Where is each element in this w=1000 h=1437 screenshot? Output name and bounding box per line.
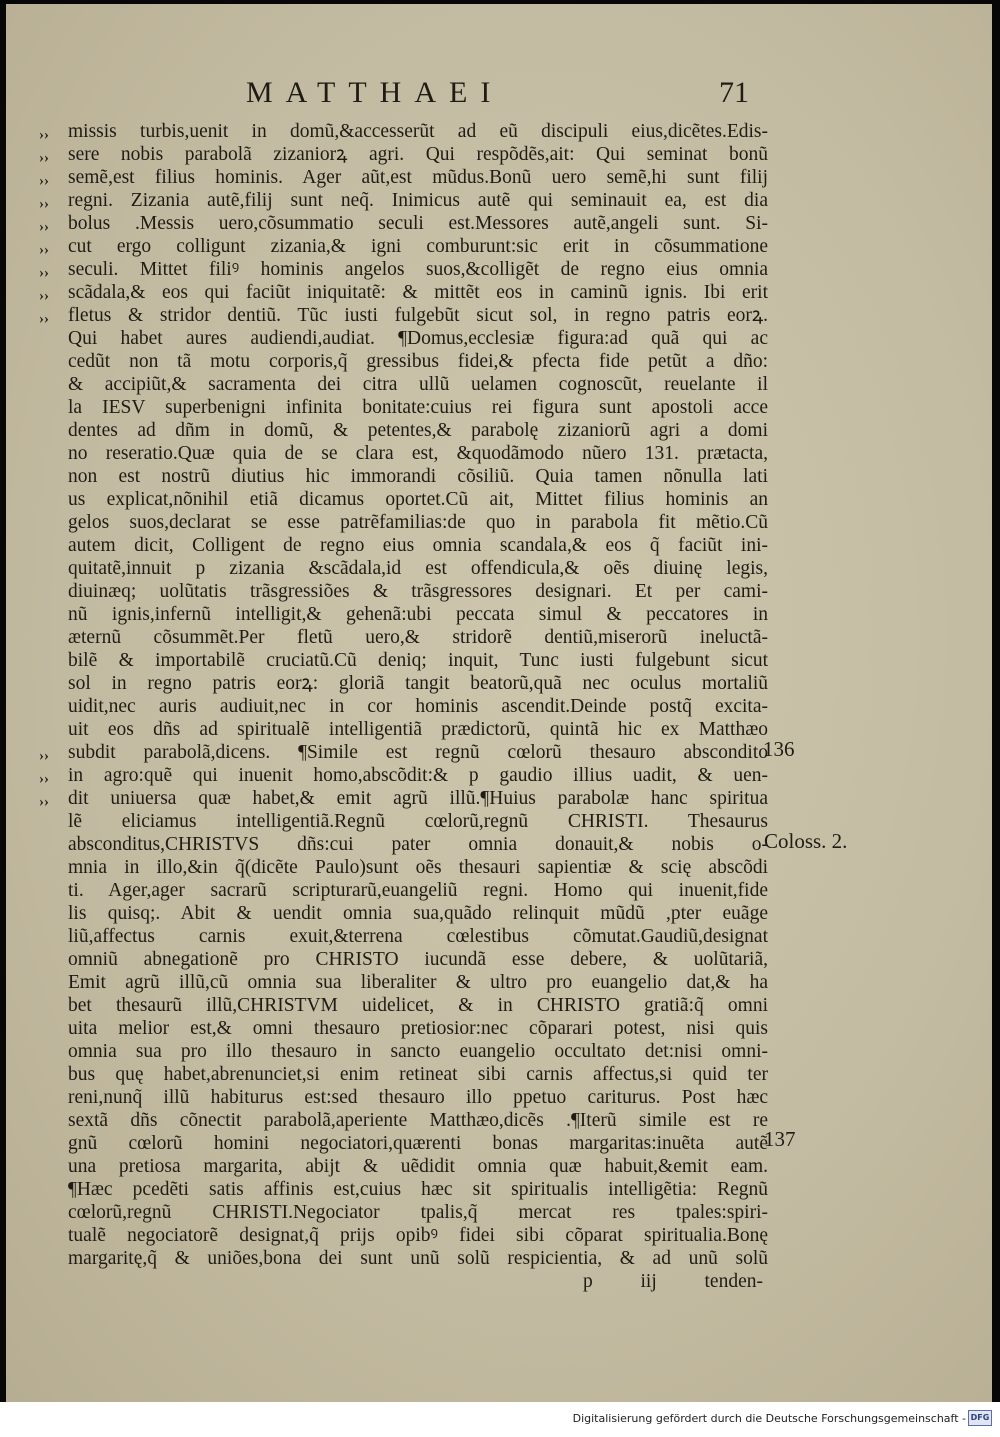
text-line: mnia in illo,&in q̃(dicẽte Paulo)sunt oẽs thesauri sapientiæ & scię abscõdi [68, 857, 768, 878]
text-line: uidit,nec auris audiuit,nec in cor hominis ascendit.Deinde postq̃ excita- [68, 696, 768, 717]
quotation-mark: ›› [39, 288, 49, 304]
text-line: bilẽ & importabilẽ cruciatũ.Cũ deniq; inquit, Tunc iusti fulgebunt sicut [68, 650, 768, 671]
quotation-mark: ›› [39, 242, 49, 258]
text-line: ti. Ager,ager sacrarũ scripturarũ,euangeliũ regni. Homo qui inuenit,fide [68, 880, 768, 901]
text-line: cedũt non tã motu corporis,q̃ gressibus fidei,& pfecta fide petũt a dño: [68, 351, 768, 372]
text-line: diuinæq; uolũtatis trãsgressiões & trãsgressores designari. Et per cami- [68, 581, 768, 602]
text-line: fletus & stridor dentiũ. Tũc iusti fulgebũt sicut sol, in regno patris eorꝝ. [68, 305, 768, 326]
text-line: æternũ cõsummẽt.Per fletũ uero,& stridorẽ dentiũ,miserorũ ineluctã- [68, 627, 768, 648]
text-line: Emit agrũ illũ,cũ omnia sua liberaliter & ultro pro euangelio dat,& ha [68, 972, 768, 993]
text-line: cœlorũ,regnũ CHRISTI.Negociator tpalis,q̃ mercat res tpales:spiri- [68, 1202, 768, 1223]
text-line: non est nostrũ diutius hic immorandi cõsiliũ. Quia tamen nõnulla lati [68, 466, 768, 487]
quotation-mark: ›› [39, 748, 49, 764]
text-line: bet thesaurũ illũ,CHRISTVM uidelicet, & in CHRISTO gratiã:q̃ omni [68, 995, 768, 1016]
quotation-mark: ›› [39, 173, 49, 189]
text-line: dit uniuersa quæ habet,& emit agrũ illũ.¶Huius parabolæ hanc spiritua [68, 788, 768, 809]
footer-bar [0, 1402, 1000, 1437]
text-line: reni,nunq̃ illũ habiturus est:sed thesauro illo ppetuo cariturus. Post hæc [68, 1087, 768, 1108]
text-line: sextã dñs cõnectit parabolã,aperiente Matthæo,dicẽs .¶Iterũ simile est re [68, 1110, 768, 1131]
text-line: liũ,affectus carnis exuit,&terrena cœlestibus cõmutat.Gaudiũ,designat [68, 926, 768, 947]
quotation-mark: ›› [39, 219, 49, 235]
text-line: seculi. Mittet filiꝰ hominis angelos suos,&colligẽt de regno eius omnia [68, 259, 768, 280]
text-line: tualẽ negociatorẽ designat,q̃ prijs opibꝰ fidei sibi cõparat spiritualia.Bonę [68, 1225, 768, 1246]
quotation-mark: ›› [39, 127, 49, 143]
text-line: uita melior est,& omni thesauro pretiosior:nec cõparari potest, nisi quis [68, 1018, 768, 1039]
text-line: gnũ cœlorũ homini negociatori,quærenti bonas margaritas:inuẽta autẽ [68, 1133, 768, 1154]
text-line: regni. Zizania autẽ,filij sunt neq̃. Inimicus autẽ qui seminauit ea, est dia [68, 190, 768, 211]
text-line: subdit parabolã,dicens. ¶Simile est regnũ cœlorũ thesauro abscondito [68, 742, 768, 763]
text-line: quitatẽ,innuit p zizania &scãdala,id est offendicula,& oẽs diuinę legis, [68, 558, 768, 579]
text-line: us explicat,nõnihil etiã dicamus oportet.Cũ ait, Mittet filius hominis an [68, 489, 768, 510]
text-line: absconditus,CHRISTVS dñs:cui pater omnia donauit,& nobis o- [68, 834, 768, 855]
text-line: gelos suos,declarat se esse patrẽfamilias:de quo in parabola fit mẽtio.Cũ [68, 512, 768, 533]
text-line: autem dicit, Colligent de regno eius omnia scandala,& eos q̃ faciũt ini- [68, 535, 768, 556]
text-line: la IESV superbenigni infinita bonitate:cuius rei figura sunt apostoli acce [68, 397, 768, 418]
text-line: cut ergo colligunt zizania,& igni comburunt:sic erit in cõsummatione [68, 236, 768, 257]
catchword-line: p iij tenden- [583, 1271, 763, 1292]
text-line: in agro:quẽ qui inuenit homo,abscõdit:& p gaudio illius uadit, & uen- [68, 765, 768, 786]
text-line: omniũ abnegationẽ pro CHRISTO iucundã esse debere, & uolũtariã, [68, 949, 768, 970]
dfg-logo-icon: DFG [968, 1410, 992, 1426]
marginal-reference: Coloss. 2. [764, 829, 848, 853]
text-line: uit eos dñs ad spiritualẽ intelligentiã prædictorũ, quintã hic ex Matthæo [68, 719, 768, 740]
text-line: Qui habet aures audiendi,audiat. ¶Domus,ecclesiæ figura:ad quã qui ac [68, 328, 768, 349]
running-title: MATTHAEI [246, 76, 504, 109]
text-line: missis turbis,uenit in domũ,&accesserũt ad eũ discipuli eius,dicẽtes.Edis- [68, 121, 768, 142]
funding-credit: Digitalisierung gefördert durch die Deutsche Forschungsgemeinschaft - [572, 1412, 966, 1425]
text-line: ¶Hæc pcedẽti satis affinis est,cuius hæc sit spiritualis intelligẽtia: Regnũ [68, 1179, 768, 1200]
marginal-number: 136 [763, 737, 795, 761]
quotation-mark: ›› [39, 265, 49, 281]
quotation-mark: ›› [39, 771, 49, 787]
quotation-mark: ›› [39, 794, 49, 810]
quotation-mark: ›› [39, 196, 49, 212]
text-line: dentes ad dñm in domũ, & petentes,& parabolę zizaniorũ agri a domi [68, 420, 768, 441]
book-page [6, 4, 992, 1402]
text-line: no reseratio.Quæ quia de se clara est, &quodãmodo nũero 131. prætacta, [68, 443, 768, 464]
text-line: margaritę,q̃ & uniões,bona dei sunt unũ solũ respicientia, & ad unũ solũ [68, 1248, 768, 1269]
text-line: bus quę habet,abrenunciet,si enim retineat sibi carnis affectus,si quid ter [68, 1064, 768, 1085]
page-number: 71 [719, 76, 749, 109]
text-line: semẽ,est filius hominis. Ager aũt,est mũdus.Bonũ uero semẽ,hi sunt filij [68, 167, 768, 188]
quotation-mark: ›› [39, 150, 49, 166]
text-line: bolus .Messis uero,cõsummatio seculi est.Messores autẽ,angeli sunt. Si- [68, 213, 768, 234]
text-block [6, 4, 992, 1402]
marginal-number: 137 [764, 1127, 796, 1151]
text-line: una pretiosa margarita, abijt & uẽdidit omnia quæ habuit,&emit eam. [68, 1156, 768, 1177]
text-line: omnia sua pro illo thesauro in sancto euangelio occultato det:nisi omni- [68, 1041, 768, 1062]
text-line: lis quisq;. Abit & uendit omnia sua,quãdo relinquit mũdũ ,pter euãge [68, 903, 768, 924]
text-line: scãdala,& eos qui faciũt iniquitatẽ: & mittẽt eos in caminũ ignis. Ibi erit [68, 282, 768, 303]
text-line: lẽ eliciamus intelligentiã.Regnũ cœlorũ,regnũ CHRISTI. Thesaurus [68, 811, 768, 832]
quotation-mark: ›› [39, 311, 49, 327]
text-line: nũ ignis,infernũ intelligit,& gehenã:ubi peccata simul & peccatores in [68, 604, 768, 625]
text-line: sol in regno patris eorꝝ: gloriã tangit beatorũ,quã nec oculus mortaliũ [68, 673, 768, 694]
text-line: & accipiũt,& sacramenta dei citra ullũ uelamen cognoscũt, reuelante il [68, 374, 768, 395]
text-line: sere nobis parabolã zizaniorꝝ agri. Qui respõdẽs,ait: Qui seminat bonũ [68, 144, 768, 165]
